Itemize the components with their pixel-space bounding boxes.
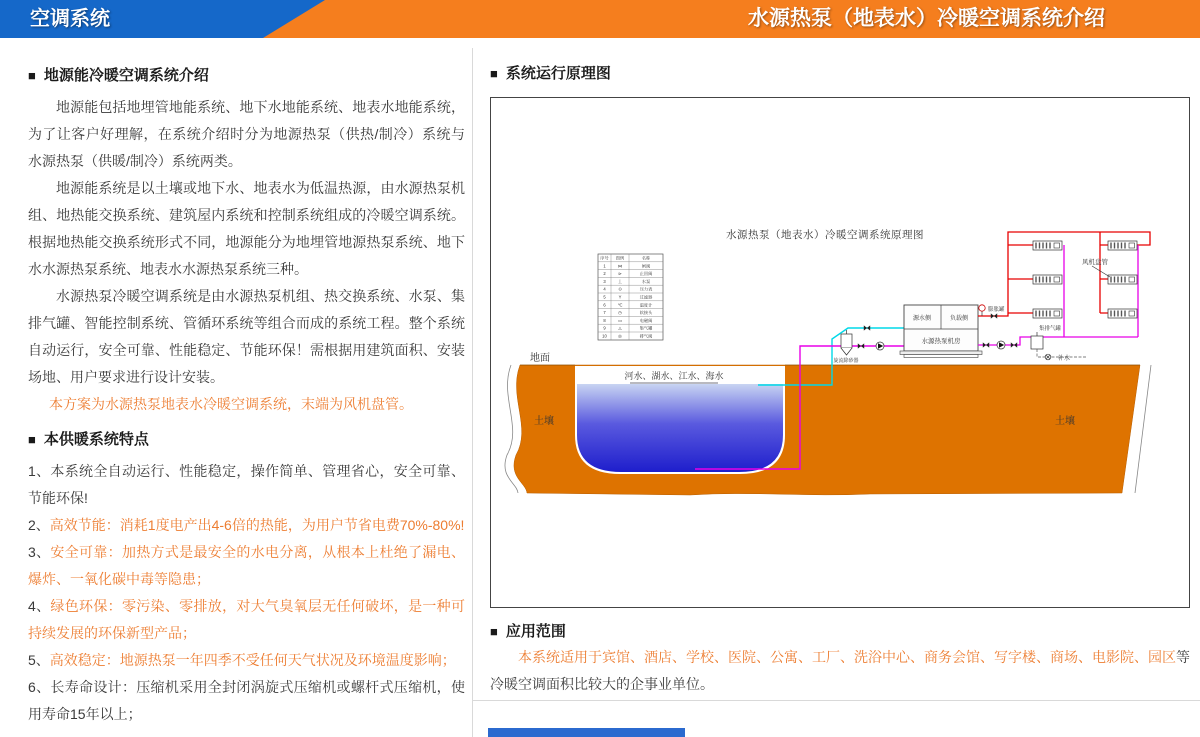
feature-num: 5、 — [28, 652, 50, 668]
water-body — [577, 384, 783, 472]
feature-item — [28, 647, 465, 674]
feature-item — [28, 458, 465, 512]
page-title: 水源热泵（地表水）冷暖空调系统介绍 — [748, 7, 1105, 30]
plant-room-label: 水源热泵机房 — [921, 338, 961, 345]
feature-text: 本系统全自动运行、性能稳定，操作简单、管理省心，安全可靠、节能环保! — [28, 463, 465, 506]
air-collector-label: 集排气罐 — [1039, 326, 1062, 332]
svg-text:△: △ — [618, 325, 622, 331]
feature-num: 6、 — [28, 679, 51, 695]
feature-item — [28, 539, 465, 593]
intro-paragraph-3: 水源热泵冷暖空调系统是由水源热泵机组、热交换系统、水泵、集排气罐、智能控制系统、管循环系统等组合而成的系统工程。整个系统自动运行，安全可靠、性能稳定、节能环保！需根据用建筑面积、安装场地、用户要求进行设计安装。 — [28, 288, 465, 385]
svg-text:℃: ℃ — [617, 302, 623, 308]
source-side-label: 源水侧 — [912, 316, 932, 322]
svg-text:2: 2 — [603, 271, 606, 277]
feature-text: 高效节能：消耗1度电产出4-6倍的热能，为用户节省电费70%-80%! — [49, 517, 465, 533]
svg-text:⋈: ⋈ — [617, 263, 623, 269]
svg-text:压力表: 压力表 — [639, 286, 653, 292]
footer-blue-strip — [488, 728, 685, 737]
svg-text:水泵: 水泵 — [641, 278, 651, 284]
section1-title-text: 地源能冷暖空调系统介绍 — [43, 67, 209, 84]
plant-room — [900, 305, 982, 358]
svg-text:5: 5 — [603, 294, 606, 300]
svg-text:排气阀: 排气阀 — [639, 333, 653, 339]
svg-text:软接头: 软接头 — [639, 310, 653, 316]
svg-text:◎: ◎ — [618, 333, 622, 339]
feature-num: 3、 — [28, 544, 51, 560]
feature-item — [28, 593, 465, 647]
legend-table — [598, 254, 663, 340]
section-bullet-icon: ■ — [490, 66, 498, 81]
svg-text:▭: ▭ — [618, 317, 622, 323]
feature-item — [28, 512, 465, 539]
header-bar — [0, 0, 1200, 38]
svg-text:闸阀: 闸阀 — [641, 263, 651, 269]
svg-text:过滤器: 过滤器 — [639, 294, 653, 300]
sand-remover-label: 旋流除砂器 — [833, 358, 859, 364]
section-bullet-icon: ■ — [28, 68, 36, 83]
section-bullet-icon: ■ — [28, 432, 36, 447]
intro-paragraph-2: 地源能系统是以土壤或地下水、地表水为低温热源，由水源热泵机组、地热能交换系统、建筑屋内系统和控制系统组成的冷暖空调系统。 根据地热能交换系统形式不同，地源能分为地埋管地源热泵系统、地下水水源热泵系统、地表水水源热泵系统三种。 — [28, 180, 465, 277]
svg-text:序号: 序号 — [600, 255, 609, 261]
feature-num: 2、 — [28, 517, 50, 533]
svg-text:9: 9 — [603, 325, 606, 331]
feature-text: 长寿命设计：压缩机采用全封闭涡旋式压缩机或螺杆式压缩机，使用寿命15年以上； — [28, 679, 465, 722]
apply-black-text: 等冷暖空调面积比较大的企事业单位。 — [490, 649, 1190, 692]
svg-text:电磁阀: 电磁阀 — [639, 317, 653, 323]
diagram-section-title-text: 系统运行原理图 — [505, 65, 611, 82]
fan-coil-label: 风机盘管 — [1082, 259, 1108, 266]
section1-title — [28, 64, 465, 88]
apply-section-title — [490, 620, 1190, 641]
feature-num: 4、 — [28, 598, 51, 614]
load-side-label: 负载侧 — [949, 316, 969, 322]
svg-text:8: 8 — [603, 317, 606, 323]
makeup-label: 补水 — [1058, 356, 1071, 362]
svg-text:3: 3 — [603, 278, 606, 284]
feature-text: 高效稳定：地源热泵一年四季不受任何天气状况及环境温度影响； — [49, 652, 456, 668]
diagram-section-title — [490, 62, 1190, 83]
apply-paragraph — [490, 644, 1190, 698]
bottom-divider — [472, 700, 1200, 701]
svg-text:4: 4 — [603, 286, 606, 292]
section2-title — [28, 428, 465, 452]
apply-section-title-text: 应用范围 — [505, 623, 566, 640]
svg-text:名称: 名称 — [641, 255, 651, 261]
apply-orange-text: 本系统适用于宾馆、酒店、学校、医院、公寓、工厂、洗浴中心、商务会馆、写字楼、商场、电影院、园区 — [518, 649, 1176, 665]
svg-text:丄: 丄 — [617, 278, 623, 284]
svg-text:6: 6 — [603, 302, 606, 308]
svg-text:1: 1 — [603, 263, 606, 269]
svg-text:⊳: ⊳ — [618, 271, 622, 277]
svg-text:止回阀: 止回阀 — [639, 271, 653, 277]
feature-item — [28, 674, 465, 728]
diagram-title: 水源热泵（地表水）冷暖空调系统原理图 — [726, 229, 924, 241]
expansion-tank-label: 膨胀罐 — [988, 307, 1005, 313]
left-column — [28, 56, 465, 728]
feature-num: 1、 — [28, 463, 51, 479]
svg-text:温度计: 温度计 — [639, 302, 653, 308]
makeup-pump-icon — [1045, 354, 1051, 360]
feature-text: 绿色环保：零污染、零排放，对大气臭氧层无任何破坏，是一种可持续发展的环保新型产品； — [28, 598, 465, 641]
ground-label: 地面 — [530, 353, 550, 364]
intro-paragraph-1: 地源能包括地埋管地能系统、地下水地能系统、地表水地能系统，为了让客户好理解，在系统介绍时分为地源热泵（供热/制冷）系统与水源热泵（供暖/制冷）系统两类。 — [28, 99, 465, 169]
svg-text:⊙: ⊙ — [618, 286, 622, 292]
schematic-diagram — [490, 97, 1190, 608]
svg-text:图例: 图例 — [615, 255, 625, 261]
app-title: 空调系统 — [30, 8, 110, 30]
svg-text:集气罐: 集气罐 — [639, 325, 653, 331]
load-pump-icon — [997, 341, 1005, 349]
soil-left-label: 土壤 — [534, 416, 554, 427]
diagram-border — [491, 98, 1190, 608]
schematic-canvas — [490, 97, 1190, 608]
source-pump-icon — [876, 342, 884, 350]
svg-text:Y: Y — [618, 294, 622, 300]
svg-text:◷: ◷ — [618, 310, 622, 316]
section-bullet-icon: ■ — [490, 624, 498, 639]
water-label: 河水、湖水、江水、海水 — [624, 371, 724, 381]
feature-text: 安全可靠：加热方式是最安全的水电分离，从根本上杜绝了漏电、爆炸、一氧化碳中毒等隐患； — [28, 544, 465, 587]
svg-text:7: 7 — [603, 310, 606, 316]
section2-title-text: 本供暖系统特点 — [43, 431, 149, 448]
svg-text:10: 10 — [602, 333, 607, 339]
column-divider — [472, 48, 473, 737]
soil-right-label: 土壤 — [1055, 416, 1075, 427]
scheme-highlight: 本方案为水源热泵地表水冷暖空调系统，末端为风机盘管。 — [49, 396, 413, 412]
